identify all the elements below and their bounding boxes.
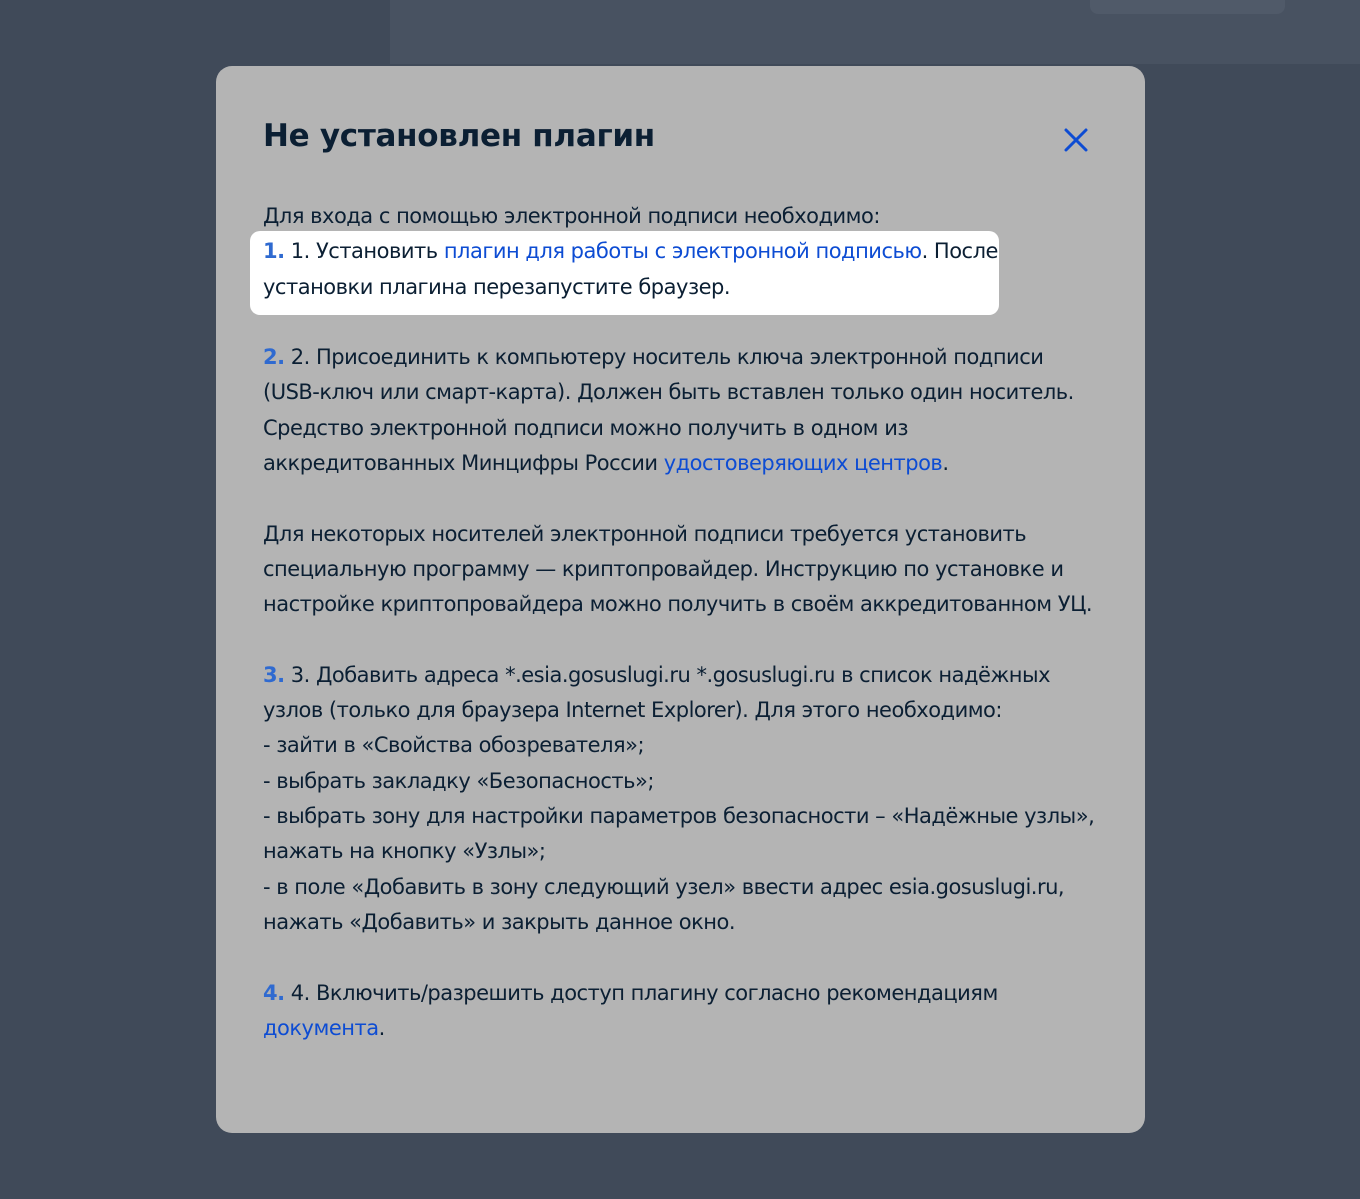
plugin-download-link[interactable]: плагин для работы с электронной подписью <box>443 239 922 264</box>
step-3 <box>263 658 1103 729</box>
step-4-marker: 4. <box>263 980 285 1005</box>
plugin-missing-dialog <box>216 66 1145 1133</box>
dialog-title: Не установлен плагин <box>263 118 655 154</box>
backdrop-header-element <box>1090 0 1285 14</box>
dialog-body <box>263 199 1103 1046</box>
step-2 <box>263 340 1103 481</box>
step-1 <box>263 234 1103 305</box>
step-3-line-4: - в поле «Добавить в зону следующий узел» ввести адрес esia.gosuslugi.ru, нажать «Добавить» и закрыть данное окно. <box>263 874 1065 934</box>
step-4-text-after: . <box>378 1015 385 1040</box>
step-2-text: 2. Присоединить к компьютеру носитель ключа электронной подписи (USB-ключ или смарт-карта). Должен быть вставлен только один носитель. Средство электронной подписи можно получить в одном из аккредитованных Минцифры России <box>263 345 1074 476</box>
step-1-text-after: . После установки плагина перезапустите браузер. <box>263 239 998 299</box>
step-4-text: 4. Включить/разрешить доступ плагину согласно рекомендациям <box>284 980 998 1005</box>
step-3-line-3: - выбрать зону для настройки параметров безопасности – «Надёжные узлы», нажать на кнопку «Узлы»; <box>263 804 1095 864</box>
step-1-marker: 1. <box>263 239 285 264</box>
step-1-text: 1. Установить <box>284 239 444 264</box>
step-2-marker: 2. <box>263 345 285 370</box>
step-3-text: 3. Добавить адреса *.esia.gosuslugi.ru *.gosuslugi.ru в список надёжных узлов (только для браузера Internet Explorer). Для этого необходимо: <box>263 662 1051 723</box>
intro-text: Для входа с помощью электронной подписи необходимо: <box>263 204 880 228</box>
step-3-marker: 3. <box>263 662 285 687</box>
certification-centers-link[interactable]: удостоверяющих центров <box>663 451 943 476</box>
close-button[interactable] <box>1060 124 1092 156</box>
crypto-provider-note: Для некоторых носителей электронной подписи требуется установить специальную программу — криптопровайдер. Инструкцию по установке и настройке криптопровайдера можно получить в своём аккредитованном УЦ. <box>263 521 1093 617</box>
close-icon <box>1060 124 1092 156</box>
step-3-line-1: - зайти в «Свойства обозревателя»; <box>263 733 645 758</box>
step-1-highlight <box>263 234 1103 305</box>
step-2-text-after: . <box>942 451 949 476</box>
document-link[interactable]: документа <box>263 1015 379 1040</box>
step-3-line-2: - выбрать закладку «Безопасность»; <box>263 768 654 793</box>
step-4 <box>263 976 1103 1047</box>
